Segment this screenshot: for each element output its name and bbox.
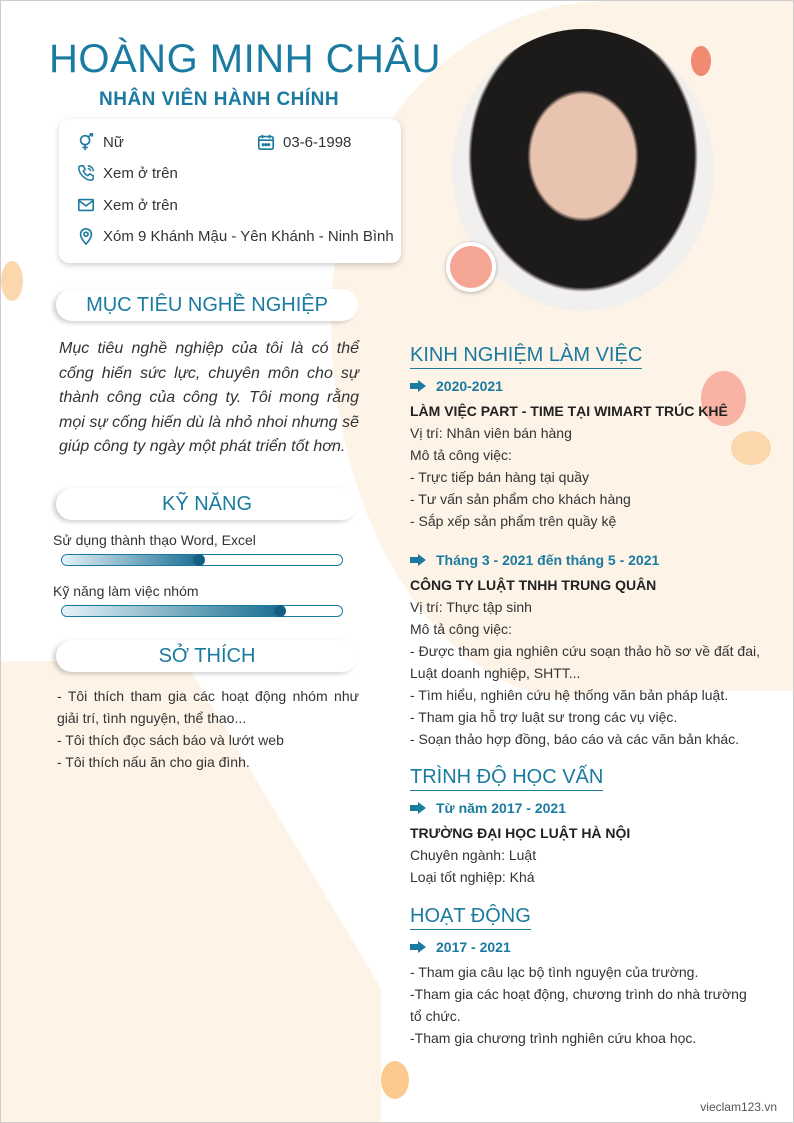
hobby-item: - Tôi thích nấu ăn cho gia đình. — [57, 754, 250, 770]
activities-date — [410, 939, 511, 955]
arrow-right-icon — [410, 554, 426, 566]
skill-bar — [61, 554, 343, 566]
email-row — [77, 196, 178, 214]
birthday-row — [257, 133, 351, 151]
entry-line: Vị trí: Thực tập sinh — [410, 599, 532, 615]
address-row — [77, 227, 394, 245]
activities-heading: HOẠT ĐỘNG — [410, 905, 531, 930]
arrow-right-icon — [410, 941, 426, 953]
company-name: LÀM VIỆC PART - TIME TẠI WIMART TRÚC KHÊ — [410, 403, 728, 419]
activities-entry — [410, 961, 755, 1049]
skill-label: Kỹ năng làm việc nhóm — [53, 583, 199, 599]
company-name: CÔNG TY LUẬT TNHH TRUNG QUÂN — [410, 577, 657, 593]
decor-dot — [691, 46, 711, 76]
date-text: 2020-2021 — [436, 378, 503, 394]
arrow-right-icon — [410, 380, 426, 392]
hobbies-list — [57, 685, 359, 773]
calendar-icon — [257, 133, 275, 151]
skill-bar-fill — [62, 606, 280, 616]
phone-icon — [77, 164, 95, 182]
skills-heading: KỸ NĂNG — [56, 488, 358, 520]
entry-line: - Tìm hiểu, nghiên cứu hệ thống văn bản pháp luật. — [410, 687, 729, 703]
entry-line: -Tham gia chương trình nghiên cứu khoa học. — [410, 1030, 697, 1046]
entry-line: Vị trí: Nhân viên bán hàng — [410, 425, 572, 441]
birthday-value: 03-6-1998 — [283, 133, 352, 151]
phone-value: Xem ở trên — [103, 164, 178, 182]
entry-line: - Tham gia câu lạc bộ tình nguyện của trường. — [410, 964, 699, 980]
mail-icon — [77, 196, 95, 214]
entry-line: - Tham gia hỗ trợ luật sư trong các vụ việc. — [410, 709, 678, 725]
entry-line: - Sắp xếp sản phẩm trên quầy kệ — [410, 513, 617, 529]
job-title: NHÂN VIÊN HÀNH CHÍNH — [99, 89, 340, 110]
decor-circle — [446, 242, 496, 292]
date-text: 2017 - 2021 — [436, 939, 511, 955]
entry-line: - Trực tiếp bán hàng tại quầy — [410, 469, 590, 485]
gender-icon — [77, 133, 95, 151]
experience-date — [410, 378, 503, 394]
watermark: vieclam123.vn — [700, 1100, 777, 1114]
arrow-right-icon — [410, 802, 426, 814]
objective-heading: MỤC TIÊU NGHỀ NGHIỆP — [56, 289, 358, 321]
entry-line: Mô tả công việc: — [410, 447, 512, 463]
entry-line: - Tư vấn sản phẩm cho khách hàng — [410, 491, 631, 507]
address-value: Xóm 9 Khánh Mậu - Yên Khánh - Ninh Bình — [103, 227, 394, 245]
hobby-item: - Tôi thích tham gia các hoạt động nhóm như giải trí, tình nguyện, thể thao... — [57, 688, 359, 726]
entry-line: Loại tốt nghiệp: Khá — [410, 869, 535, 885]
school-name: TRƯỜNG ĐẠI HỌC LUẬT HÀ NỘI — [410, 825, 631, 841]
entry-line: Chuyên ngành: Luật — [410, 847, 537, 863]
hobby-item: - Tôi thích đọc sách báo và lướt web — [57, 732, 284, 748]
skill-bar — [61, 605, 343, 617]
objective-text: Mục tiêu nghề nghiệp của tôi là có thể cống hiến sức lực, chuyên môn cho sự thành công của công ty. Tôi mong rằng mọi sự cống hiến dù là nhỏ nhoi nhưng sẽ giúp công ty ngày một phát triển tốt hơn. — [59, 340, 359, 455]
experience-entry — [410, 400, 760, 532]
education-entry — [410, 822, 760, 888]
date-text: Từ năm 2017 - 2021 — [436, 800, 566, 816]
entry-line: - Được tham gia nghiên cứu soạn thảo hồ sơ về đất đai, Luật doanh nghiệp, SHTT... — [410, 643, 760, 681]
decor-dot — [381, 1061, 409, 1099]
experience-date — [410, 552, 659, 568]
email-value: Xem ở trên — [103, 196, 178, 214]
decor-dot — [1, 261, 23, 301]
date-text: Tháng 3 - 2021 đến tháng 5 - 2021 — [436, 552, 660, 568]
location-pin-icon — [77, 227, 95, 245]
candidate-name: HOÀNG MINH CHÂU — [49, 37, 441, 81]
experience-heading: KINH NGHIỆM LÀM VIỆC — [410, 344, 642, 369]
experience-entry — [410, 574, 760, 750]
hobbies-heading: SỞ THÍCH — [56, 640, 358, 672]
skill-bar-fill — [62, 555, 199, 565]
phone-row — [77, 164, 178, 182]
gender-value: Nữ — [103, 133, 124, 151]
skill-label: Sử dụng thành thạo Word, Excel — [53, 532, 256, 548]
gender-row — [77, 133, 124, 151]
entry-line: Mô tả công việc: — [410, 621, 512, 637]
education-date — [410, 800, 566, 816]
education-heading: TRÌNH ĐỘ HỌC VẤN — [410, 766, 603, 791]
entry-line: - Soạn thảo hợp đồng, báo cáo và các văn bản khác. — [410, 731, 740, 747]
entry-line: -Tham gia các hoạt động, chương trình do nhà trường tổ chức. — [410, 986, 747, 1024]
contact-card — [59, 119, 401, 263]
